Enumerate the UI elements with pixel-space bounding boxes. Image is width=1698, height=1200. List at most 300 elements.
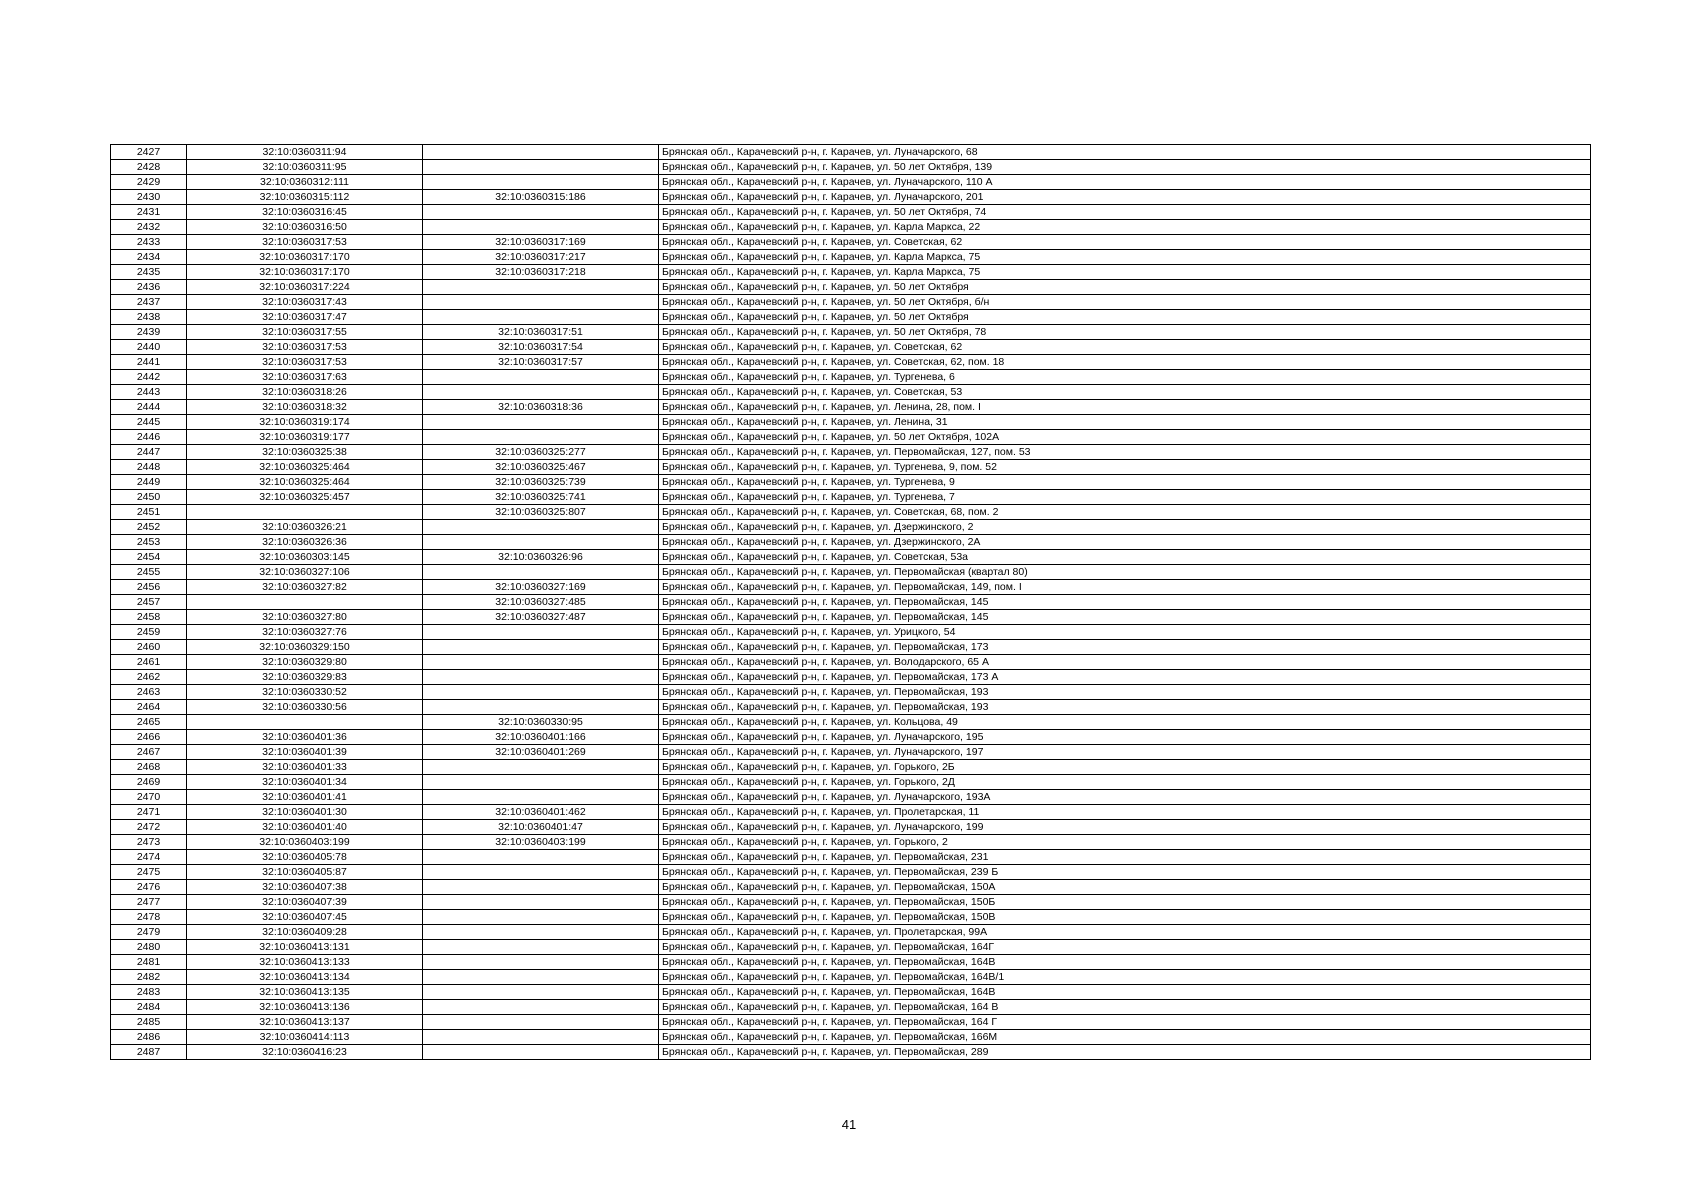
- cadastral-number-cell: 32:10:0360316:45: [187, 205, 423, 220]
- related-cadastral-number-cell: [423, 175, 659, 190]
- row-number-cell: 2467: [111, 745, 187, 760]
- table-row: [111, 310, 1591, 325]
- related-cadastral-number-cell: 32:10:0360401:269: [423, 745, 659, 760]
- cadastral-number-cell: 32:10:0360318:26: [187, 385, 423, 400]
- table-row: [111, 700, 1591, 715]
- table-row: [111, 595, 1591, 610]
- row-number-cell: 2460: [111, 640, 187, 655]
- table-row: [111, 400, 1591, 415]
- address-cell: Брянская обл., Карачевский р-н, г. Карачев, ул. Первомайская, 193: [659, 685, 1591, 700]
- table-row: [111, 775, 1591, 790]
- cadastral-number-cell: 32:10:0360413:137: [187, 1015, 423, 1030]
- row-number-cell: 2483: [111, 985, 187, 1000]
- table-row: [111, 625, 1591, 640]
- related-cadastral-number-cell: [423, 520, 659, 535]
- row-number-cell: 2481: [111, 955, 187, 970]
- address-cell: Брянская обл., Карачевский р-н, г. Карачев, ул. Луначарского, 110 А: [659, 175, 1591, 190]
- address-cell: Брянская обл., Карачевский р-н, г. Карачев, ул. Первомайская, 164 Г: [659, 1015, 1591, 1030]
- related-cadastral-number-cell: 32:10:0360317:217: [423, 250, 659, 265]
- table-row: [111, 430, 1591, 445]
- related-cadastral-number-cell: [423, 625, 659, 640]
- row-number-cell: 2436: [111, 280, 187, 295]
- row-number-cell: 2447: [111, 445, 187, 460]
- cadastral-number-cell: 32:10:0360311:94: [187, 145, 423, 160]
- related-cadastral-number-cell: 32:10:0360317:218: [423, 265, 659, 280]
- address-cell: Брянская обл., Карачевский р-н, г. Карачев, ул. 50 лет Октября: [659, 280, 1591, 295]
- table-row: [111, 445, 1591, 460]
- related-cadastral-number-cell: 32:10:0360325:467: [423, 460, 659, 475]
- related-cadastral-number-cell: [423, 295, 659, 310]
- row-number-cell: 2443: [111, 385, 187, 400]
- row-number-cell: 2459: [111, 625, 187, 640]
- table-row: [111, 640, 1591, 655]
- address-cell: Брянская обл., Карачевский р-н, г. Карачев, ул. Карла Маркса, 22: [659, 220, 1591, 235]
- cadastral-number-cell: 32:10:0360407:39: [187, 895, 423, 910]
- table-row: [111, 910, 1591, 925]
- cadastral-number-cell: 32:10:0360401:36: [187, 730, 423, 745]
- cadastral-number-cell: 32:10:0360317:53: [187, 340, 423, 355]
- cadastral-number-cell: 32:10:0360316:50: [187, 220, 423, 235]
- table-row: [111, 280, 1591, 295]
- cadastral-number-cell: 32:10:0360401:34: [187, 775, 423, 790]
- table-row: [111, 925, 1591, 940]
- address-cell: Брянская обл., Карачевский р-н, г. Карачев, ул. 50 лет Октября, 139: [659, 160, 1591, 175]
- row-number-cell: 2434: [111, 250, 187, 265]
- cadastral-number-cell: 32:10:0360330:56: [187, 700, 423, 715]
- table-row: [111, 955, 1591, 970]
- cadastral-number-cell: 32:10:0360327:82: [187, 580, 423, 595]
- related-cadastral-number-cell: [423, 1015, 659, 1030]
- row-number-cell: 2432: [111, 220, 187, 235]
- address-cell: Брянская обл., Карачевский р-н, г. Карачев, ул. Первомайская, 150В: [659, 910, 1591, 925]
- row-number-cell: 2477: [111, 895, 187, 910]
- cadastral-number-cell: 32:10:0360317:63: [187, 370, 423, 385]
- table-row: [111, 850, 1591, 865]
- row-number-cell: 2465: [111, 715, 187, 730]
- address-cell: Брянская обл., Карачевский р-н, г. Карачев, ул. Первомайская (квартал 80): [659, 565, 1591, 580]
- cadastral-number-cell: 32:10:0360413:134: [187, 970, 423, 985]
- cadastral-number-cell: 32:10:0360311:95: [187, 160, 423, 175]
- related-cadastral-number-cell: [423, 760, 659, 775]
- related-cadastral-number-cell: 32:10:0360325:277: [423, 445, 659, 460]
- related-cadastral-number-cell: [423, 220, 659, 235]
- related-cadastral-number-cell: 32:10:0360403:199: [423, 835, 659, 850]
- cadastral-number-cell: 32:10:0360317:43: [187, 295, 423, 310]
- table-row: [111, 535, 1591, 550]
- cadastral-number-cell: 32:10:0360325:38: [187, 445, 423, 460]
- table-row: [111, 760, 1591, 775]
- address-cell: Брянская обл., Карачевский р-н, г. Карачев, ул. Карла Маркса, 75: [659, 250, 1591, 265]
- table-row: [111, 940, 1591, 955]
- cadastral-number-cell: 32:10:0360401:30: [187, 805, 423, 820]
- address-cell: Брянская обл., Карачевский р-н, г. Карачев, ул. Советская, 68, пом. 2: [659, 505, 1591, 520]
- row-number-cell: 2438: [111, 310, 187, 325]
- cadastral-number-cell: 32:10:0360303:145: [187, 550, 423, 565]
- row-number-cell: 2469: [111, 775, 187, 790]
- related-cadastral-number-cell: [423, 415, 659, 430]
- table-row: [111, 655, 1591, 670]
- related-cadastral-number-cell: [423, 790, 659, 805]
- row-number-cell: 2476: [111, 880, 187, 895]
- address-cell: Брянская обл., Карачевский р-н, г. Карачев, ул. Первомайская, 173 А: [659, 670, 1591, 685]
- table-row: [111, 295, 1591, 310]
- cadastral-number-cell: 32:10:0360312:111: [187, 175, 423, 190]
- cadastral-number-cell: 32:10:0360401:41: [187, 790, 423, 805]
- row-number-cell: 2452: [111, 520, 187, 535]
- row-number-cell: 2485: [111, 1015, 187, 1030]
- cadastral-number-cell: 32:10:0360317:53: [187, 355, 423, 370]
- address-cell: Брянская обл., Карачевский р-н, г. Карачев, ул. 50 лет Октября: [659, 310, 1591, 325]
- cadastral-number-cell: 32:10:0360413:136: [187, 1000, 423, 1015]
- cadastral-number-cell: 32:10:0360329:83: [187, 670, 423, 685]
- cadastral-number-cell: 32:10:0360317:170: [187, 250, 423, 265]
- address-cell: Брянская обл., Карачевский р-н, г. Карачев, ул. Первомайская, 127, пом. 53: [659, 445, 1591, 460]
- cadastral-number-cell: [187, 595, 423, 610]
- related-cadastral-number-cell: [423, 565, 659, 580]
- related-cadastral-number-cell: [423, 700, 659, 715]
- cadastral-number-cell: 32:10:0360317:47: [187, 310, 423, 325]
- table-row: [111, 880, 1591, 895]
- related-cadastral-number-cell: [423, 1030, 659, 1045]
- address-cell: Брянская обл., Карачевский р-н, г. Карачев, ул. Кольцова, 49: [659, 715, 1591, 730]
- related-cadastral-number-cell: [423, 640, 659, 655]
- row-number-cell: 2482: [111, 970, 187, 985]
- related-cadastral-number-cell: 32:10:0360317:57: [423, 355, 659, 370]
- address-cell: Брянская обл., Карачевский р-н, г. Карачев, ул. Тургенева, 9, пом. 52: [659, 460, 1591, 475]
- cadastral-number-cell: 32:10:0360317:224: [187, 280, 423, 295]
- table-row: [111, 835, 1591, 850]
- row-number-cell: 2457: [111, 595, 187, 610]
- row-number-cell: 2484: [111, 1000, 187, 1015]
- cadastral-number-cell: 32:10:0360416:23: [187, 1045, 423, 1060]
- address-cell: Брянская обл., Карачевский р-н, г. Карачев, ул. Первомайская, 150А: [659, 880, 1591, 895]
- table-row: [111, 220, 1591, 235]
- address-cell: Брянская обл., Карачевский р-н, г. Карачев, ул. Луначарского, 199: [659, 820, 1591, 835]
- cadastral-number-cell: 32:10:0360325:464: [187, 460, 423, 475]
- cadastral-number-cell: 32:10:0360401:40: [187, 820, 423, 835]
- table-row: [111, 340, 1591, 355]
- cadastral-number-cell: 32:10:0360326:21: [187, 520, 423, 535]
- related-cadastral-number-cell: 32:10:0360318:36: [423, 400, 659, 415]
- row-number-cell: 2441: [111, 355, 187, 370]
- cadastral-number-cell: 32:10:0360327:80: [187, 610, 423, 625]
- table-row: [111, 385, 1591, 400]
- cadastral-number-cell: 32:10:0360405:78: [187, 850, 423, 865]
- address-cell: Брянская обл., Карачевский р-н, г. Карачев, ул. 50 лет Октября, б/н: [659, 295, 1591, 310]
- address-cell: Брянская обл., Карачевский р-н, г. Карачев, ул. Первомайская, 166М: [659, 1030, 1591, 1045]
- row-number-cell: 2440: [111, 340, 187, 355]
- address-cell: Брянская обл., Карачевский р-н, г. Карачев, ул. Первомайская, 289: [659, 1045, 1591, 1060]
- table-row: [111, 250, 1591, 265]
- related-cadastral-number-cell: [423, 535, 659, 550]
- address-cell: Брянская обл., Карачевский р-н, г. Карачев, ул. Советская, 62: [659, 235, 1591, 250]
- related-cadastral-number-cell: [423, 970, 659, 985]
- row-number-cell: 2429: [111, 175, 187, 190]
- related-cadastral-number-cell: [423, 670, 659, 685]
- cadastral-number-cell: 32:10:0360414:113: [187, 1030, 423, 1045]
- address-cell: Брянская обл., Карачевский р-н, г. Карачев, ул. Луначарского, 201: [659, 190, 1591, 205]
- table-row: [111, 820, 1591, 835]
- table-row: [111, 1045, 1591, 1060]
- address-cell: Брянская обл., Карачевский р-н, г. Карачев, ул. Советская, 53: [659, 385, 1591, 400]
- row-number-cell: 2480: [111, 940, 187, 955]
- row-number-cell: 2451: [111, 505, 187, 520]
- table-row: [111, 730, 1591, 745]
- related-cadastral-number-cell: [423, 775, 659, 790]
- address-cell: Брянская обл., Карачевский р-н, г. Карачев, ул. Советская, 53а: [659, 550, 1591, 565]
- table-row: [111, 985, 1591, 1000]
- table-row: [111, 265, 1591, 280]
- related-cadastral-number-cell: [423, 940, 659, 955]
- address-cell: Брянская обл., Карачевский р-н, г. Карачев, ул. Пролетарская, 11: [659, 805, 1591, 820]
- row-number-cell: 2470: [111, 790, 187, 805]
- address-cell: Брянская обл., Карачевский р-н, г. Карачев, ул. 50 лет Октября, 102А: [659, 430, 1591, 445]
- cadastral-number-cell: 32:10:0360405:87: [187, 865, 423, 880]
- table-row: [111, 145, 1591, 160]
- table-row: [111, 895, 1591, 910]
- cadastral-number-cell: 32:10:0360327:76: [187, 625, 423, 640]
- related-cadastral-number-cell: 32:10:0360327:485: [423, 595, 659, 610]
- address-cell: Брянская обл., Карачевский р-н, г. Карачев, ул. Луначарского, 68: [659, 145, 1591, 160]
- related-cadastral-number-cell: [423, 925, 659, 940]
- address-cell: Брянская обл., Карачевский р-н, г. Карачев, ул. Первомайская, 239 Б: [659, 865, 1591, 880]
- address-cell: Брянская обл., Карачевский р-н, г. Карачев, ул. Тургенева, 7: [659, 490, 1591, 505]
- related-cadastral-number-cell: 32:10:0360327:169: [423, 580, 659, 595]
- table-row: [111, 670, 1591, 685]
- registry-table-body: [111, 145, 1591, 1060]
- related-cadastral-number-cell: 32:10:0360317:169: [423, 235, 659, 250]
- address-cell: Брянская обл., Карачевский р-н, г. Карачев, ул. Первомайская, 173: [659, 640, 1591, 655]
- related-cadastral-number-cell: [423, 205, 659, 220]
- related-cadastral-number-cell: 32:10:0360327:487: [423, 610, 659, 625]
- table-row: [111, 415, 1591, 430]
- cadastral-number-cell: 32:10:0360413:131: [187, 940, 423, 955]
- row-number-cell: 2455: [111, 565, 187, 580]
- address-cell: Брянская обл., Карачевский р-н, г. Карачев, ул. Горького, 2Д: [659, 775, 1591, 790]
- address-cell: Брянская обл., Карачевский р-н, г. Карачев, ул. Ленина, 28, пом. I: [659, 400, 1591, 415]
- row-number-cell: 2439: [111, 325, 187, 340]
- address-cell: Брянская обл., Карачевский р-н, г. Карачев, ул. Первомайская, 164В: [659, 955, 1591, 970]
- cadastral-number-cell: 32:10:0360330:52: [187, 685, 423, 700]
- related-cadastral-number-cell: [423, 895, 659, 910]
- address-cell: Брянская обл., Карачевский р-н, г. Карачев, ул. Тургенева, 9: [659, 475, 1591, 490]
- table-row: [111, 580, 1591, 595]
- address-cell: Брянская обл., Карачевский р-н, г. Карачев, ул. Пролетарская, 99А: [659, 925, 1591, 940]
- table-row: [111, 1030, 1591, 1045]
- cadastral-number-cell: 32:10:0360401:33: [187, 760, 423, 775]
- row-number-cell: 2446: [111, 430, 187, 445]
- row-number-cell: 2468: [111, 760, 187, 775]
- related-cadastral-number-cell: [423, 370, 659, 385]
- row-number-cell: 2462: [111, 670, 187, 685]
- row-number-cell: 2466: [111, 730, 187, 745]
- related-cadastral-number-cell: 32:10:0360401:166: [423, 730, 659, 745]
- cadastral-number-cell: 32:10:0360317:53: [187, 235, 423, 250]
- cadastral-number-cell: 32:10:0360325:464: [187, 475, 423, 490]
- row-number-cell: 2431: [111, 205, 187, 220]
- page-number: 41: [841, 1117, 857, 1132]
- row-number-cell: 2487: [111, 1045, 187, 1060]
- table-row: [111, 1015, 1591, 1030]
- table-row: [111, 460, 1591, 475]
- address-cell: Брянская обл., Карачевский р-н, г. Карачев, ул. Первомайская, 150Б: [659, 895, 1591, 910]
- cadastral-number-cell: 32:10:0360409:28: [187, 925, 423, 940]
- address-cell: Брянская обл., Карачевский р-н, г. Карачев, ул. Луначарского, 193А: [659, 790, 1591, 805]
- row-number-cell: 2479: [111, 925, 187, 940]
- cadastral-number-cell: 32:10:0360407:38: [187, 880, 423, 895]
- address-cell: Брянская обл., Карачевский р-н, г. Карачев, ул. Первомайская, 145: [659, 610, 1591, 625]
- table-row: [111, 865, 1591, 880]
- table-row: [111, 160, 1591, 175]
- related-cadastral-number-cell: [423, 655, 659, 670]
- related-cadastral-number-cell: [423, 145, 659, 160]
- row-number-cell: 2435: [111, 265, 187, 280]
- cadastral-number-cell: [187, 715, 423, 730]
- address-cell: Брянская обл., Карачевский р-н, г. Карачев, ул. 50 лет Октября, 78: [659, 325, 1591, 340]
- row-number-cell: 2450: [111, 490, 187, 505]
- address-cell: Брянская обл., Карачевский р-н, г. Карачев, ул. Первомайская, 145: [659, 595, 1591, 610]
- related-cadastral-number-cell: [423, 910, 659, 925]
- table-row: [111, 505, 1591, 520]
- address-cell: Брянская обл., Карачевский р-н, г. Карачев, ул. Советская, 62, пом. 18: [659, 355, 1591, 370]
- cadastral-number-cell: [187, 505, 423, 520]
- row-number-cell: 2449: [111, 475, 187, 490]
- row-number-cell: 2463: [111, 685, 187, 700]
- row-number-cell: 2430: [111, 190, 187, 205]
- table-row: [111, 790, 1591, 805]
- table-row: [111, 355, 1591, 370]
- row-number-cell: 2454: [111, 550, 187, 565]
- address-cell: Брянская обл., Карачевский р-н, г. Карачев, ул. Горького, 2: [659, 835, 1591, 850]
- related-cadastral-number-cell: 32:10:0360325:741: [423, 490, 659, 505]
- table-row: [111, 490, 1591, 505]
- row-number-cell: 2461: [111, 655, 187, 670]
- related-cadastral-number-cell: [423, 430, 659, 445]
- cadastral-number-cell: 32:10:0360325:457: [187, 490, 423, 505]
- cadastral-number-cell: 32:10:0360327:106: [187, 565, 423, 580]
- address-cell: Брянская обл., Карачевский р-н, г. Карачев, ул. Первомайская, 164В: [659, 985, 1591, 1000]
- table-row: [111, 325, 1591, 340]
- related-cadastral-number-cell: 32:10:0360326:96: [423, 550, 659, 565]
- table-row: [111, 970, 1591, 985]
- address-cell: Брянская обл., Карачевский р-н, г. Карачев, ул. Ленина, 31: [659, 415, 1591, 430]
- cadastral-number-cell: 32:10:0360401:39: [187, 745, 423, 760]
- registry-table: [110, 144, 1591, 1060]
- row-number-cell: 2475: [111, 865, 187, 880]
- row-number-cell: 2445: [111, 415, 187, 430]
- table-row: [111, 475, 1591, 490]
- related-cadastral-number-cell: 32:10:0360317:51: [423, 325, 659, 340]
- cadastral-number-cell: 32:10:0360407:45: [187, 910, 423, 925]
- row-number-cell: 2458: [111, 610, 187, 625]
- table-row: [111, 205, 1591, 220]
- related-cadastral-number-cell: [423, 385, 659, 400]
- related-cadastral-number-cell: 32:10:0360317:54: [423, 340, 659, 355]
- cadastral-number-cell: 32:10:0360403:199: [187, 835, 423, 850]
- row-number-cell: 2472: [111, 820, 187, 835]
- related-cadastral-number-cell: 32:10:0360330:95: [423, 715, 659, 730]
- related-cadastral-number-cell: 32:10:0360401:462: [423, 805, 659, 820]
- cadastral-number-cell: 32:10:0360326:36: [187, 535, 423, 550]
- row-number-cell: 2473: [111, 835, 187, 850]
- related-cadastral-number-cell: 32:10:0360315:186: [423, 190, 659, 205]
- cadastral-number-cell: 32:10:0360329:150: [187, 640, 423, 655]
- table-row: [111, 1000, 1591, 1015]
- cadastral-number-cell: 32:10:0360315:112: [187, 190, 423, 205]
- address-cell: Брянская обл., Карачевский р-н, г. Карачев, ул. Дзержинского, 2: [659, 520, 1591, 535]
- row-number-cell: 2437: [111, 295, 187, 310]
- address-cell: Брянская обл., Карачевский р-н, г. Карачев, ул. Первомайская, 164Г: [659, 940, 1591, 955]
- address-cell: Брянская обл., Карачевский р-н, г. Карачев, ул. Первомайская, 164В/1: [659, 970, 1591, 985]
- row-number-cell: 2448: [111, 460, 187, 475]
- table-row: [111, 235, 1591, 250]
- row-number-cell: 2442: [111, 370, 187, 385]
- row-number-cell: 2427: [111, 145, 187, 160]
- address-cell: Брянская обл., Карачевский р-н, г. Карачев, ул. Урицкого, 54: [659, 625, 1591, 640]
- related-cadastral-number-cell: [423, 310, 659, 325]
- address-cell: Брянская обл., Карачевский р-н, г. Карачев, ул. Дзержинского, 2А: [659, 535, 1591, 550]
- cadastral-number-cell: 32:10:0360319:174: [187, 415, 423, 430]
- related-cadastral-number-cell: [423, 160, 659, 175]
- table-row: [111, 520, 1591, 535]
- row-number-cell: 2471: [111, 805, 187, 820]
- table-row: [111, 175, 1591, 190]
- address-cell: Брянская обл., Карачевский р-н, г. Карачев, ул. Луначарского, 197: [659, 745, 1591, 760]
- table-row: [111, 190, 1591, 205]
- table-row: [111, 685, 1591, 700]
- related-cadastral-number-cell: 32:10:0360325:739: [423, 475, 659, 490]
- related-cadastral-number-cell: [423, 1045, 659, 1060]
- related-cadastral-number-cell: [423, 280, 659, 295]
- row-number-cell: 2486: [111, 1030, 187, 1045]
- row-number-cell: 2464: [111, 700, 187, 715]
- related-cadastral-number-cell: [423, 685, 659, 700]
- related-cadastral-number-cell: [423, 880, 659, 895]
- related-cadastral-number-cell: [423, 865, 659, 880]
- table-row: [111, 745, 1591, 760]
- address-cell: Брянская обл., Карачевский р-н, г. Карачев, ул. Володарского, 65 А: [659, 655, 1591, 670]
- table-row: [111, 550, 1591, 565]
- related-cadastral-number-cell: [423, 955, 659, 970]
- related-cadastral-number-cell: [423, 985, 659, 1000]
- row-number-cell: 2444: [111, 400, 187, 415]
- table-row: [111, 370, 1591, 385]
- related-cadastral-number-cell: [423, 850, 659, 865]
- address-cell: Брянская обл., Карачевский р-н, г. Карачев, ул. Луначарского, 195: [659, 730, 1591, 745]
- row-number-cell: 2456: [111, 580, 187, 595]
- cadastral-number-cell: 32:10:0360329:80: [187, 655, 423, 670]
- related-cadastral-number-cell: 32:10:0360325:807: [423, 505, 659, 520]
- table-row: [111, 715, 1591, 730]
- related-cadastral-number-cell: 32:10:0360401:47: [423, 820, 659, 835]
- address-cell: Брянская обл., Карачевский р-н, г. Карачев, ул. Первомайская, 149, пом. I: [659, 580, 1591, 595]
- table-row: [111, 805, 1591, 820]
- address-cell: Брянская обл., Карачевский р-н, г. Карачев, ул. Советская, 62: [659, 340, 1591, 355]
- address-cell: Брянская обл., Карачевский р-н, г. Карачев, ул. Первомайская, 164 В: [659, 1000, 1591, 1015]
- cadastral-number-cell: 32:10:0360319:177: [187, 430, 423, 445]
- related-cadastral-number-cell: [423, 1000, 659, 1015]
- cadastral-number-cell: 32:10:0360318:32: [187, 400, 423, 415]
- address-cell: Брянская обл., Карачевский р-н, г. Карачев, ул. Первомайская, 193: [659, 700, 1591, 715]
- cadastral-number-cell: 32:10:0360317:170: [187, 265, 423, 280]
- address-cell: Брянская обл., Карачевский р-н, г. Карачев, ул. 50 лет Октября, 74: [659, 205, 1591, 220]
- row-number-cell: 2433: [111, 235, 187, 250]
- row-number-cell: 2453: [111, 535, 187, 550]
- address-cell: Брянская обл., Карачевский р-н, г. Карачев, ул. Тургенева, 6: [659, 370, 1591, 385]
- row-number-cell: 2428: [111, 160, 187, 175]
- address-cell: Брянская обл., Карачевский р-н, г. Карачев, ул. Карла Маркса, 75: [659, 265, 1591, 280]
- address-cell: Брянская обл., Карачевский р-н, г. Карачев, ул. Первомайская, 231: [659, 850, 1591, 865]
